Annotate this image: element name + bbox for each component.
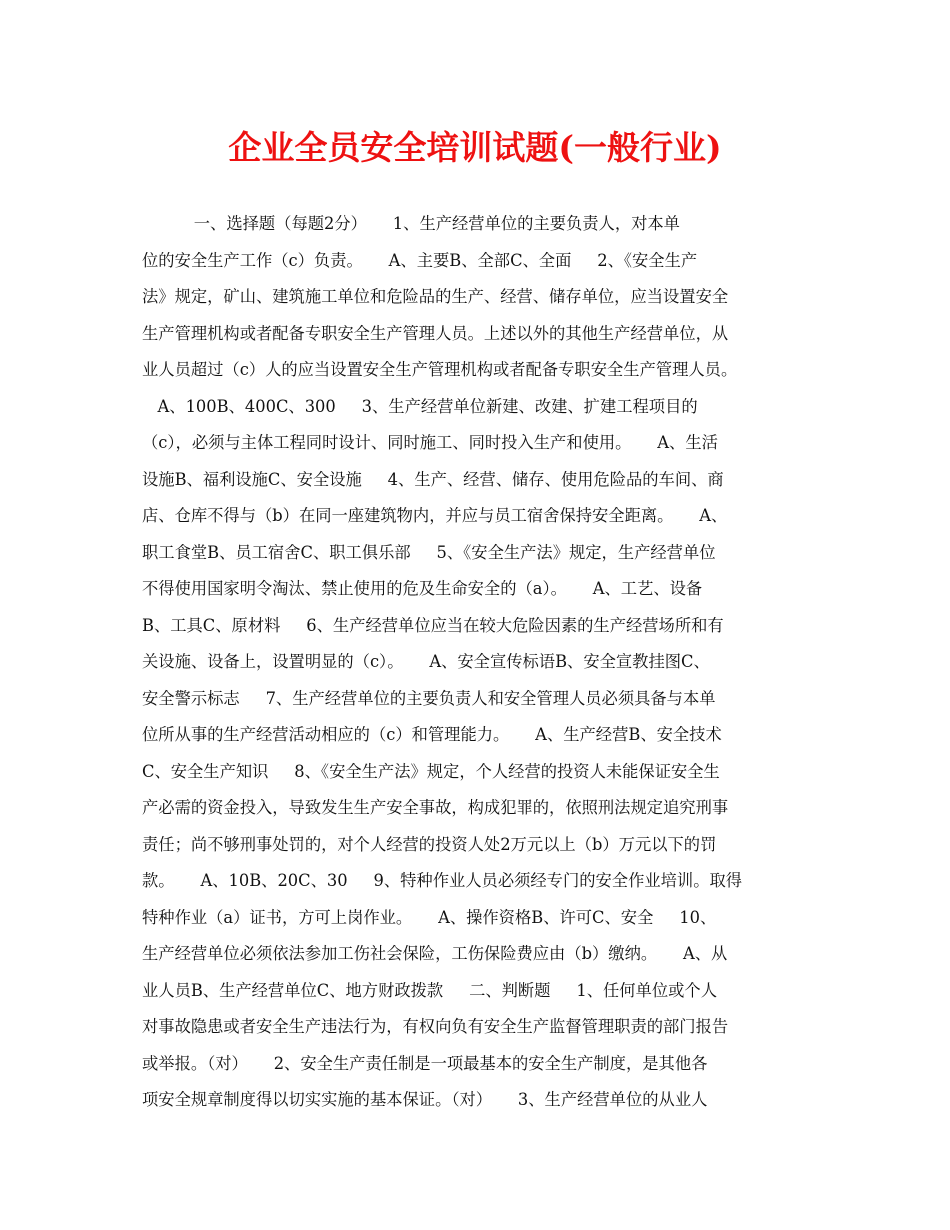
body-line: 店、仓库不得与（b）在同一座建筑物内，并应与员工宿舍保持安全距离。 A、 [142, 506, 728, 525]
body-line: B、工具C、原材料 6、生产经营单位应当在较大危险因素的生产经营场所和有 [142, 615, 724, 635]
body-line: 款。 A、10B、20C、30 9、特种作业人员必须经专门的安全作业培训。取得 [142, 871, 743, 890]
body-line: 生产经营单位必须依法参加工伤社会保险，工伤保险费应由（b）缴纳。 A、从 [142, 944, 728, 963]
body-line: 安全警示标志 7、生产经营单位的主要负责人和安全管理人员必须具备与本单 [142, 688, 716, 708]
body-line: （c），必须与主体工程同时设计、同时施工、同时投入生产和使用。 A、生活 [142, 433, 718, 452]
body-line: 一、选择题（每题2分） 1、生产经营单位的主要负责人，对本单 [142, 214, 680, 233]
body-line: 法》规定，矿山、建筑施工单位和危险品的生产、经营、储存单位，应当设置安全 [142, 287, 729, 306]
body-line: 业人员超过（c）人的应当设置安全生产管理机构或者配备专职安全生产管理人员。 [142, 360, 738, 379]
body-line: A、100B、400C、300 3、生产经营单位新建、改建、扩建工程项目的 [142, 396, 698, 416]
body-line: 生产管理机构或者配备专职安全生产管理人员。上述以外的其他生产经营单位，从 [142, 323, 729, 343]
body-line: 关设施、设备上，设置明显的（c）。 A、安全宣传标语B、安全宣教挂图C、 [142, 652, 710, 671]
document-body [142, 206, 822, 1119]
body-line: 设施B、福利设施C、安全设施 4、生产、经营、储存、使用危险品的车间、商 [142, 469, 724, 489]
body-line: C、安全生产知识 8、《安全生产法》规定，个人经营的投资人未能保证安全生 [142, 761, 720, 781]
body-line: 项安全规章制度得以切实实施的基本保证。（对） 3、生产经营单位的从业人 [142, 1090, 708, 1109]
body-line: 特种作业（a）证书，方可上岗作业。 A、操作资格B、许可C、安全 10、 [142, 907, 717, 927]
body-line: 不得使用国家明令淘汰、禁止使用的危及生命安全的（a）。 A、工艺、设备 [142, 579, 703, 598]
body-line: 责任；尚不够刑事处罚的，对个人经营的投资人处2万元以上（b）万元以下的罚 [142, 834, 717, 854]
body-line: 业人员B、生产经营单位C、地方财政拨款 二、判断题 1、任何单位或个人 [142, 980, 717, 1000]
body-line: 位所从事的生产经营活动相应的（c）和管理能力。 A、生产经营B、安全技术 [142, 725, 722, 744]
body-line: 或举报。（对） 2、安全生产责任制是一项最基本的安全生产制度，是其他各 [142, 1053, 708, 1073]
body-line: 产必需的资金投入，导致发生生产安全事故，构成犯罪的，依照刑法规定追究刑事 [142, 798, 729, 817]
body-line: 职工食堂B、员工宿舍C、职工俱乐部 5、《安全生产法》规定，生产经营单位 [142, 542, 716, 562]
body-line: 位的安全生产工作（c）负责。 A、主要B、全部C、全面 2、《安全生产 [142, 250, 698, 270]
body-line: 对事故隐患或者安全生产违法行为，有权向负有安全生产监督管理职责的部门报告 [142, 1017, 729, 1036]
document-title: 企业全员安全培训试题(一般行业) [228, 128, 722, 167]
